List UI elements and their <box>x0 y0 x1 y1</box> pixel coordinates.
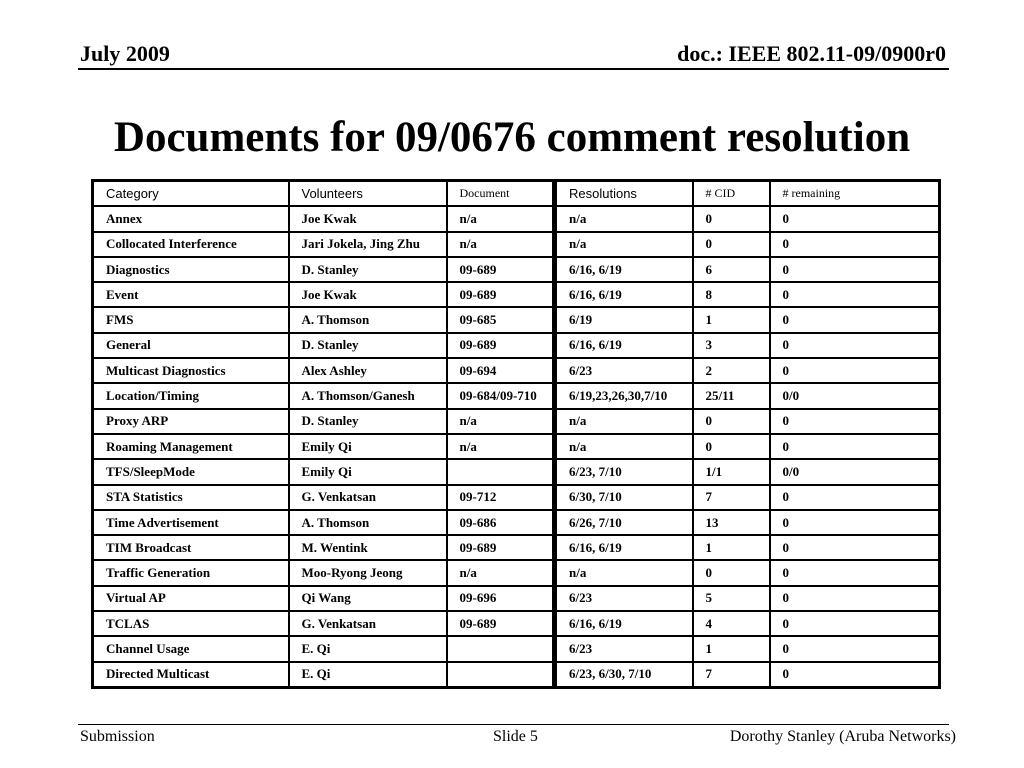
cell-remaining: 0/0 <box>770 383 940 408</box>
cell-volunteers: D. Stanley <box>289 333 447 358</box>
cell-document: 09-696 <box>447 586 555 611</box>
table-row <box>93 586 940 611</box>
cell-category: Annex <box>93 206 289 231</box>
table-row <box>93 409 940 434</box>
cell-category: General <box>93 333 289 358</box>
cell-resolutions: n/a <box>555 434 693 459</box>
cell-remaining: 0 <box>770 232 940 257</box>
header-category: Category <box>93 181 289 207</box>
cell-document: 09-689 <box>447 257 555 282</box>
cell-category: Collocated Interference <box>93 232 289 257</box>
cell-remaining: 0 <box>770 485 940 510</box>
cell-remaining: 0 <box>770 409 940 434</box>
cell-volunteers: D. Stanley <box>289 409 447 434</box>
cell-document: n/a <box>447 206 555 231</box>
cell-cid: 3 <box>693 333 770 358</box>
cell-resolutions: 6/16, 6/19 <box>555 333 693 358</box>
cell-remaining: 0 <box>770 586 940 611</box>
cell-remaining: 0 <box>770 636 940 661</box>
header-volunteers: Volunteers <box>289 181 447 207</box>
cell-category: Channel Usage <box>93 636 289 661</box>
cell-document: 09-689 <box>447 611 555 636</box>
cell-cid: 0 <box>693 560 770 585</box>
cell-category: TIM Broadcast <box>93 535 289 560</box>
cell-document: 09-694 <box>447 358 555 383</box>
cell-volunteers: E. Qi <box>289 636 447 661</box>
cell-cid: 0 <box>693 434 770 459</box>
cell-cid: 25/11 <box>693 383 770 408</box>
cell-volunteers: A. Thomson <box>289 307 447 332</box>
table-row <box>93 333 940 358</box>
cell-category: Event <box>93 282 289 307</box>
cell-document: 09-689 <box>447 535 555 560</box>
cell-remaining: 0 <box>770 257 940 282</box>
cell-document: n/a <box>447 434 555 459</box>
cell-volunteers: Emily Qi <box>289 459 447 484</box>
cell-category: Proxy ARP <box>93 409 289 434</box>
cell-volunteers: D. Stanley <box>289 257 447 282</box>
cell-resolutions: n/a <box>555 409 693 434</box>
table-row <box>93 232 940 257</box>
cell-category: Traffic Generation <box>93 560 289 585</box>
cell-document: n/a <box>447 560 555 585</box>
cell-cid: 2 <box>693 358 770 383</box>
cell-volunteers: A. Thomson <box>289 510 447 535</box>
cell-resolutions: 6/16, 6/19 <box>555 257 693 282</box>
cell-volunteers: Qi Wang <box>289 586 447 611</box>
cell-cid: 0 <box>693 232 770 257</box>
cell-resolutions: 6/23, 6/30, 7/10 <box>555 662 693 688</box>
cell-document <box>447 662 555 688</box>
cell-category: TFS/SleepMode <box>93 459 289 484</box>
cell-category: FMS <box>93 307 289 332</box>
cell-remaining: 0 <box>770 434 940 459</box>
cell-remaining: 0 <box>770 206 940 231</box>
cell-cid: 7 <box>693 662 770 688</box>
cell-category: Location/Timing <box>93 383 289 408</box>
cell-cid: 1 <box>693 535 770 560</box>
resolution-table <box>91 179 941 689</box>
table-row <box>93 383 940 408</box>
table-header-row <box>93 181 940 207</box>
header-resolutions: Resolutions <box>555 181 693 207</box>
table-row <box>93 282 940 307</box>
cell-resolutions: 6/19,23,26,30,7/10 <box>555 383 693 408</box>
cell-remaining: 0 <box>770 510 940 535</box>
cell-document <box>447 459 555 484</box>
cell-cid: 1 <box>693 636 770 661</box>
cell-cid: 8 <box>693 282 770 307</box>
cell-resolutions: 6/16, 6/19 <box>555 611 693 636</box>
cell-resolutions: 6/23, 7/10 <box>555 459 693 484</box>
cell-volunteers: A. Thomson/Ganesh <box>289 383 447 408</box>
cell-category: Virtual AP <box>93 586 289 611</box>
cell-remaining: 0 <box>770 611 940 636</box>
table-row <box>93 434 940 459</box>
cell-document: 09-686 <box>447 510 555 535</box>
table-row <box>93 358 940 383</box>
cell-category: Diagnostics <box>93 257 289 282</box>
cell-volunteers: Joe Kwak <box>289 206 447 231</box>
table-row <box>93 307 940 332</box>
resolution-table-container <box>91 179 941 689</box>
cell-volunteers: Alex Ashley <box>289 358 447 383</box>
cell-cid: 1/1 <box>693 459 770 484</box>
cell-resolutions: 6/23 <box>555 358 693 383</box>
cell-resolutions: 6/19 <box>555 307 693 332</box>
cell-cid: 1 <box>693 307 770 332</box>
cell-volunteers: Joe Kwak <box>289 282 447 307</box>
cell-remaining: 0 <box>770 662 940 688</box>
footer-slide-number: Slide 5 <box>493 728 538 745</box>
cell-remaining: 0 <box>770 307 940 332</box>
header-date: July 2009 <box>80 41 170 66</box>
cell-category: Roaming Management <box>93 434 289 459</box>
cell-remaining: 0 <box>770 333 940 358</box>
cell-document: 09-684/09-710 <box>447 383 555 408</box>
header-doc-id: doc.: IEEE 802.11-09/0900r0 <box>677 41 946 66</box>
header-remaining: # remaining <box>770 181 940 207</box>
table-row <box>93 662 940 688</box>
cell-resolutions: 6/23 <box>555 586 693 611</box>
table-row <box>93 206 940 231</box>
slide-title: Documents for 09/0676 comment resolution <box>113 114 911 161</box>
cell-volunteers: E. Qi <box>289 662 447 688</box>
header-document: Document <box>447 181 555 207</box>
cell-resolutions: n/a <box>555 232 693 257</box>
cell-document: 09-712 <box>447 485 555 510</box>
cell-resolutions: 6/30, 7/10 <box>555 485 693 510</box>
cell-resolutions: 6/26, 7/10 <box>555 510 693 535</box>
table-row <box>93 510 940 535</box>
header-cid: # CID <box>693 181 770 207</box>
cell-cid: 6 <box>693 257 770 282</box>
cell-remaining: 0 <box>770 282 940 307</box>
cell-volunteers: G. Venkatsan <box>289 611 447 636</box>
footer-author: Dorothy Stanley (Aruba Networks) <box>729 728 956 745</box>
cell-document: n/a <box>447 232 555 257</box>
cell-category: Directed Multicast <box>93 662 289 688</box>
table-row <box>93 485 940 510</box>
cell-document <box>447 636 555 661</box>
cell-category: STA Statistics <box>93 485 289 510</box>
cell-category: Multicast Diagnostics <box>93 358 289 383</box>
cell-cid: 4 <box>693 611 770 636</box>
cell-resolutions: 6/16, 6/19 <box>555 282 693 307</box>
cell-resolutions: 6/23 <box>555 636 693 661</box>
cell-cid: 0 <box>693 409 770 434</box>
cell-volunteers: Emily Qi <box>289 434 447 459</box>
footer-rule <box>78 724 949 725</box>
cell-remaining: 0/0 <box>770 459 940 484</box>
cell-cid: 7 <box>693 485 770 510</box>
table-row <box>93 257 940 282</box>
cell-document: 09-689 <box>447 333 555 358</box>
cell-resolutions: 6/16, 6/19 <box>555 535 693 560</box>
cell-document: n/a <box>447 409 555 434</box>
cell-document: 09-689 <box>447 282 555 307</box>
header-rule <box>78 68 949 70</box>
cell-document: 09-685 <box>447 307 555 332</box>
cell-volunteers: M. Wentink <box>289 535 447 560</box>
table-body <box>93 206 940 687</box>
cell-cid: 5 <box>693 586 770 611</box>
cell-resolutions: n/a <box>555 206 693 231</box>
table-row <box>93 535 940 560</box>
cell-volunteers: Moo-Ryong Jeong <box>289 560 447 585</box>
table-row <box>93 611 940 636</box>
cell-remaining: 0 <box>770 535 940 560</box>
cell-category: Time Advertisement <box>93 510 289 535</box>
cell-volunteers: G. Venkatsan <box>289 485 447 510</box>
cell-resolutions: n/a <box>555 560 693 585</box>
cell-category: TCLAS <box>93 611 289 636</box>
table-row <box>93 636 940 661</box>
cell-remaining: 0 <box>770 358 940 383</box>
cell-cid: 13 <box>693 510 770 535</box>
cell-remaining: 0 <box>770 560 940 585</box>
table-row <box>93 459 940 484</box>
cell-volunteers: Jari Jokela, Jing Zhu <box>289 232 447 257</box>
table-row <box>93 560 940 585</box>
footer-submission: Submission <box>80 728 155 745</box>
cell-cid: 0 <box>693 206 770 231</box>
